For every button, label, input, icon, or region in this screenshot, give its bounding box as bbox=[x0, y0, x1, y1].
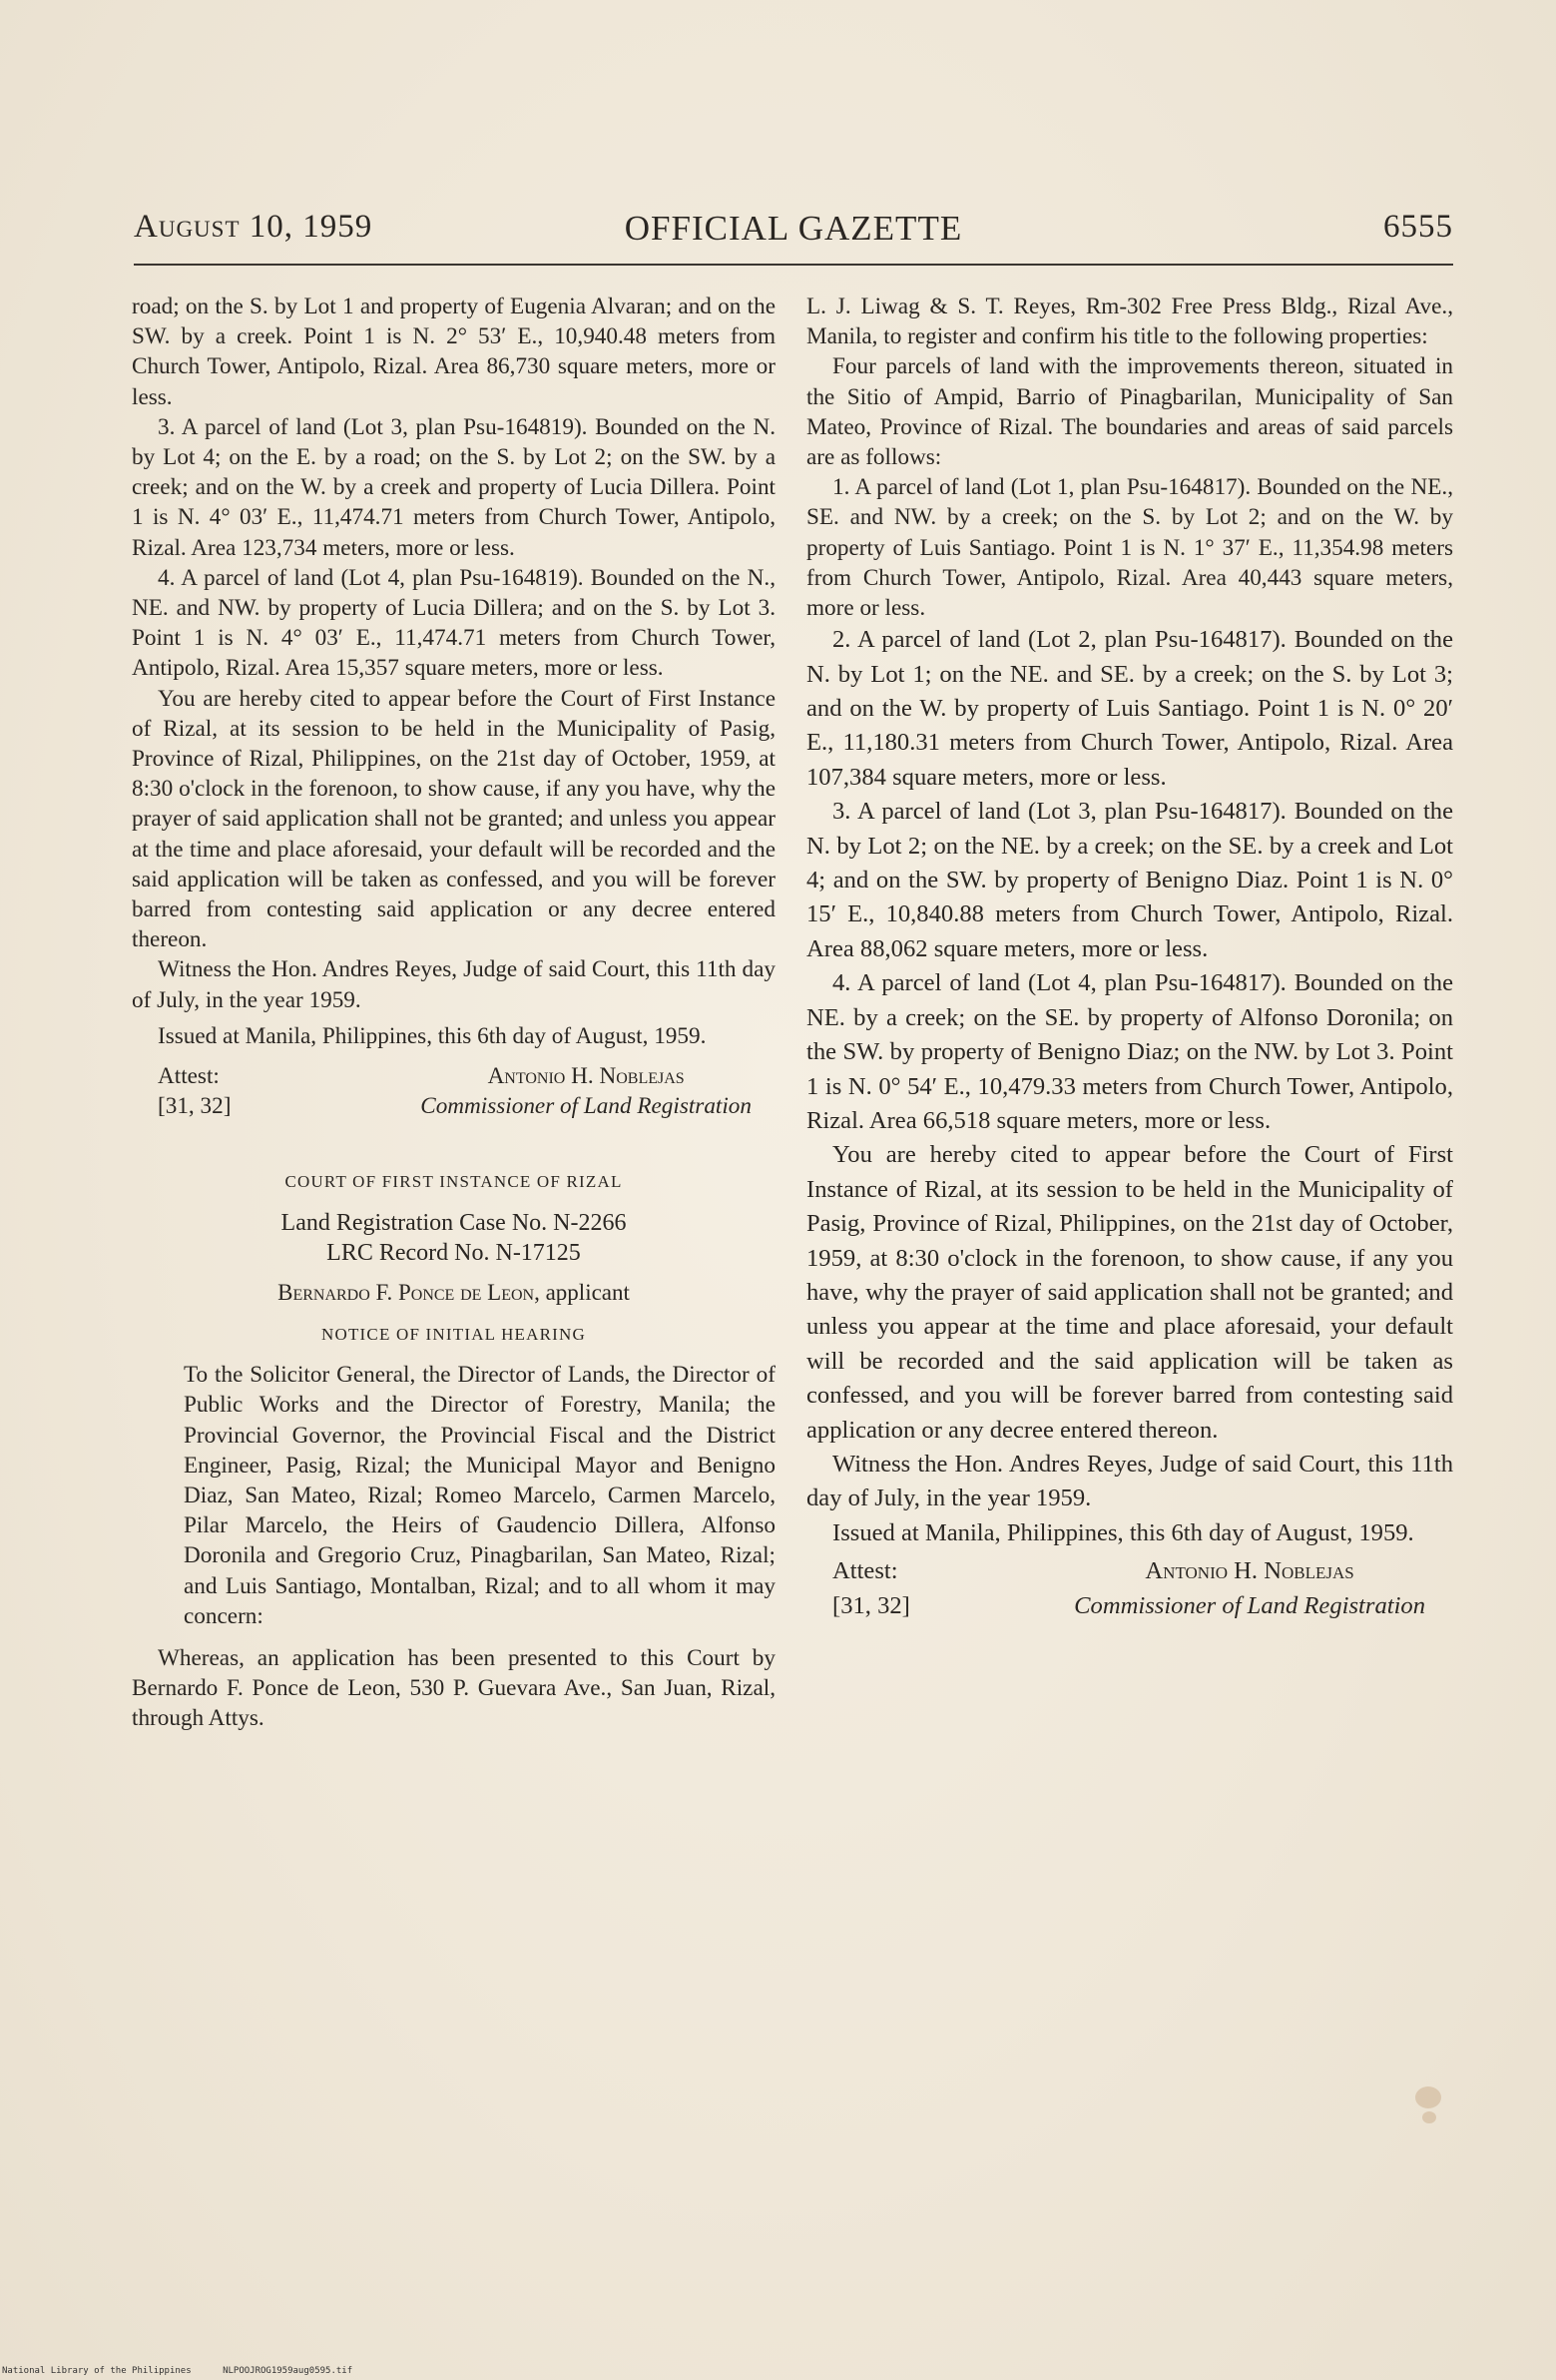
paragraph: Whereas, an application has been presented to this Court by Bernardo F. Ponce de Leon, 530 P. Guevara Ave., San Juan, Rizal, through Attys. bbox=[132, 1644, 776, 1732]
applicant-name: Bernardo F. Ponce de Leon bbox=[277, 1279, 535, 1305]
applicant-suffix: , applicant bbox=[534, 1279, 630, 1305]
paper-stain bbox=[1415, 2086, 1441, 2108]
attest-name: Antonio H. Noblejas bbox=[1145, 1557, 1354, 1585]
header-date: August 10, 1959 bbox=[134, 209, 373, 245]
header-title: OFFICIAL GAZETTE bbox=[624, 209, 963, 248]
scan-footer bbox=[2, 2366, 378, 2376]
attest-label: Attest: bbox=[832, 1557, 898, 1585]
paragraph: Four parcels of land with the improvements thereon, situated in the Sitio of Ampid, Barrio of Pinagbarilan, Municipality of San Mateo, Province of Rizal. The boundaries and areas of said parcels are as follows: bbox=[806, 353, 1453, 471]
case-number: Land Registration Case No. N-2266 bbox=[280, 1209, 627, 1236]
addressees: To the Solicitor General, the Director of Lands, the Director of Public Works and the Director of Forestry, Manila; the Provincial Governor, the Provincial Fiscal and the District Engineer, Pasig, Rizal; the Municipal Mayor and Benigno Diaz, San Mateo, Rizal; Romeo Marcelo, Carmen Marcelo, Pilar Marcelo, the Heirs of Gaudencio Dillera, Alfonso Doronila and Gregorio Cruz, Pinagbarilan, San Mateo, Rizal; and Luis Santiago, Montalban, Rizal; and to all whom it may concern: bbox=[184, 1362, 776, 1629]
attest-reference: [31, 32] bbox=[832, 1591, 910, 1619]
notice-heading: NOTICE OF INITIAL HEARING bbox=[321, 1324, 586, 1344]
court-heading: COURT OF FIRST INSTANCE OF RIZAL bbox=[284, 1172, 623, 1192]
paragraph: You are hereby cited to appear before the Court of First Instance of Rizal, at its session to be held in the Municipality of Pasig, Province of Rizal, Philippines, on the 21st day of October, 1959, at 8:30 o'clock in the forenoon, to show cause, if any you have, why the prayer of said application shall not be granted; and unless you appear at the time and place aforesaid, your default will be recorded and the said application will be taken as confessed, and you will be forever barred from contesting said application or any decree entered thereon. bbox=[806, 1141, 1453, 1444]
paragraph: Witness the Hon. Andres Reyes, Judge of said Court, this 11th day of July, in the year 1959. bbox=[806, 1450, 1453, 1512]
paragraph: 4. A parcel of land (Lot 4, plan Psu-164817). Bounded on the NE. by a creek; on the SE. by property of Alfonso Doronila; on the SW. by property of Benigno Diaz; on the NW. by Lot 3. Point 1 is N. 0° 54′ E., 10,479.33 meters from Church Tower, Antipolo, Rizal. Area 66,518 square meters, more or less. bbox=[806, 969, 1453, 1134]
paragraph: 3. A parcel of land (Lot 3, plan Psu-164817). Bounded on the N. by Lot 2; on the NE. by a creek; on the SE. by a creek and Lot 4; and on the SW. by property of Benigno Diaz. Point 1 is N. 0° 15′ E., 10,840.88 meters from Church Tower, Antipolo, Rizal. Area 88,062 square meters, more or less. bbox=[806, 798, 1453, 962]
footer-file: NLPOOJROG1959aug0595.tif bbox=[223, 2366, 353, 2376]
right-column bbox=[806, 292, 1453, 1623]
paragraph: 1. A parcel of land (Lot 1, plan Psu-164817). Bounded on the NE., SE. and NW. by a creek; on the S. by Lot 2; and on the W. by property of Luis Santiago. Point 1 is N. 1° 37′ E., 11,354.98 meters from Church Tower, Antipolo, Rizal. Area 40,443 square meters, more or less. bbox=[806, 474, 1453, 622]
paragraph: Witness the Hon. Andres Reyes, Judge of said Court, this 11th day of July, in the year 1959. bbox=[132, 956, 776, 1013]
paper-stain bbox=[1422, 2111, 1436, 2123]
paragraph: road; on the S. by Lot 1 and property of Eugenia Alvaran; and on the SW. by a creek. Point 1 is N. 2° 53′ E., 10,940.48 meters from Church Tower, Antipolo, Rizal. Area 86,730 square meters, more or less. bbox=[132, 294, 776, 410]
applicant-line bbox=[132, 1278, 776, 1308]
paragraph: You are hereby cited to appear before the Court of First Instance of Rizal, at its session to be held in the Municipality of Pasig, Province of Rizal, Philippines, on the 21st day of October, 1959, at 8:30 o'clock in the forenoon, to show cause, if any you have, why the prayer of said application shall not be granted; and unless you appear at the time and place aforesaid, your default will be recorded and the said application will be taken as confessed, and you will be forever barred from contesting said application or any decree entered thereon. bbox=[132, 685, 776, 953]
footer-library: National Library of the Philippines bbox=[2, 2366, 192, 2376]
attest-title: Commissioner of Land Registration bbox=[420, 1093, 752, 1120]
attest-title: Commissioner of Land Registration bbox=[1074, 1591, 1425, 1619]
left-column bbox=[132, 292, 776, 1734]
attestation bbox=[132, 1061, 776, 1121]
attestation bbox=[806, 1554, 1453, 1623]
attest-name: Antonio H. Noblejas bbox=[487, 1063, 685, 1090]
attest-label: Attest: bbox=[158, 1063, 220, 1090]
paragraph: Issued at Manila, Philippines, this 6th day of August, 1959. bbox=[832, 1518, 1414, 1546]
paragraph: L. J. Liwag & S. T. Reyes, Rm-302 Free Press Bldg., Rizal Ave., Manila, to register and confirm his title to the following properties: bbox=[806, 294, 1453, 350]
paragraph: 3. A parcel of land (Lot 3, plan Psu-164819). Bounded on the N. by Lot 4; on the E. by a road; on the S. by Lot 2; on the SW. by a creek; and on the W. by a creek and property of Lucia Dillera. Point 1 is N. 4° 03′ E., 11,474.71 meters from Church Tower, Antipolo, Rizal. Area 123,734 meters, more or less. bbox=[132, 413, 776, 561]
paragraph: 4. A parcel of land (Lot 4, plan Psu-164819). Bounded on the N., NE. and NW. by property of Lucia Dillera; and on the S. by Lot 3. Point 1 is N. 4° 03′ E., 11,474.71 meters from Church Tower, Antipolo, Rizal. Area 15,357 square meters, more or less. bbox=[132, 564, 776, 682]
record-number: LRC Record No. N-17125 bbox=[326, 1239, 581, 1266]
header-rule bbox=[134, 264, 1453, 266]
paragraph: Issued at Manila, Philippines, this 6th day of August, 1959. bbox=[158, 1022, 707, 1049]
page-header bbox=[134, 205, 1453, 253]
header-page-number: 6555 bbox=[1383, 209, 1453, 245]
attest-reference: [31, 32] bbox=[158, 1093, 232, 1120]
paragraph: 2. A parcel of land (Lot 2, plan Psu-164817). Bounded on the N. by Lot 1; on the NE. and SE. by a creek; on the S. by Lot 3; and on the W. by property of Luis Santiago. Point 1 is N. 0° 20′ E., 11,180.31 meters from Church Tower, Antipolo, Rizal. Area 107,384 square meters, more or less. bbox=[806, 626, 1453, 791]
